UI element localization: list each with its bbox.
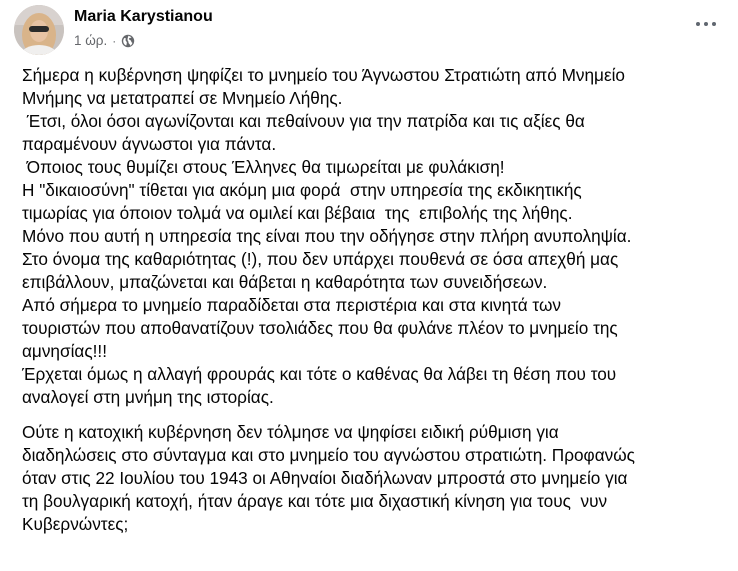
post-header xyxy=(14,5,724,55)
meta-separator: · xyxy=(112,33,117,48)
post-body xyxy=(22,64,728,536)
post-paragraph-2: Ούτε η κατοχική κυβέρνηση δεν τόλμησε να ψηφίσει ειδική ρύθμιση για διαδηλώσεις στο σύνταγμα και στο μνημείο του αγνώστου στρατιώτη. Προφανώς όταν στις 22 Ιουλίου του 1943 οι Αθηναίοι διαδήλωναν μπροστά στο μνημείο για τη βουλγαρική κατοχή, ήταν άραγε και τότε μια διχαστική κίνηση για τους νυν Κυβερνώντες; xyxy=(22,422,635,534)
avatar[interactable] xyxy=(14,5,64,55)
post-meta xyxy=(74,33,135,48)
more-options-icon[interactable] xyxy=(688,13,724,35)
author-name[interactable]: Maria Karystianou xyxy=(74,8,213,25)
post-time[interactable]: 1 ώρ. xyxy=(74,33,108,48)
post-paragraph-1: Σήμερα η κυβέρνηση ψηφίζει το μνημείο του Άγνωστου Στρατιώτη από Μνημείο Μνήμης να μετατραπεί σε Μνημείο Λήθης. Έτσι, όλοι όσοι αγωνίζονται και πεθαίνουν για την πατρίδα και τις αξίες θα παραμένουν άγνωστοι για πάντα. Όποιος τους θυμίζει στους Έλληνες θα τιμωρείται με φυλάκιση! Η "δικαιοσύνη" τίθεται για ακόμη μια φορά στην υπηρεσία της εκδικητικής τιμωρίας για όποιον τολμά να ομιλεί και βέβαια της επιβολής της λήθης. Μόνο που αυτή η υπηρεσία της είναι που την οδήγησε στην πλήρη ανυποληψία. Στο όνομα της καθαριότητας (!), που δεν υπάρχει πουθενά σε όσα απεχθή μας επιβάλλουν, μπαζώνεται και θάβεται η καθαρότητα των συνειδήσεων. Από σήμερα το μνημείο παραδίδεται στα περιστέρια και στα κινητά των τουριστών που αποθανατίζουν τσολιάδες που θα φυλάνε πλέον το μνημείο της αμνησίας!!! Έρχεται όμως η αλλαγή φρουράς και τότε ο καθένας θα λάβει τη θέση που του αναλογεί στη μνήμη της ιστορίας. xyxy=(22,65,632,407)
avatar-photo xyxy=(14,5,64,55)
globe-icon[interactable] xyxy=(121,34,135,48)
